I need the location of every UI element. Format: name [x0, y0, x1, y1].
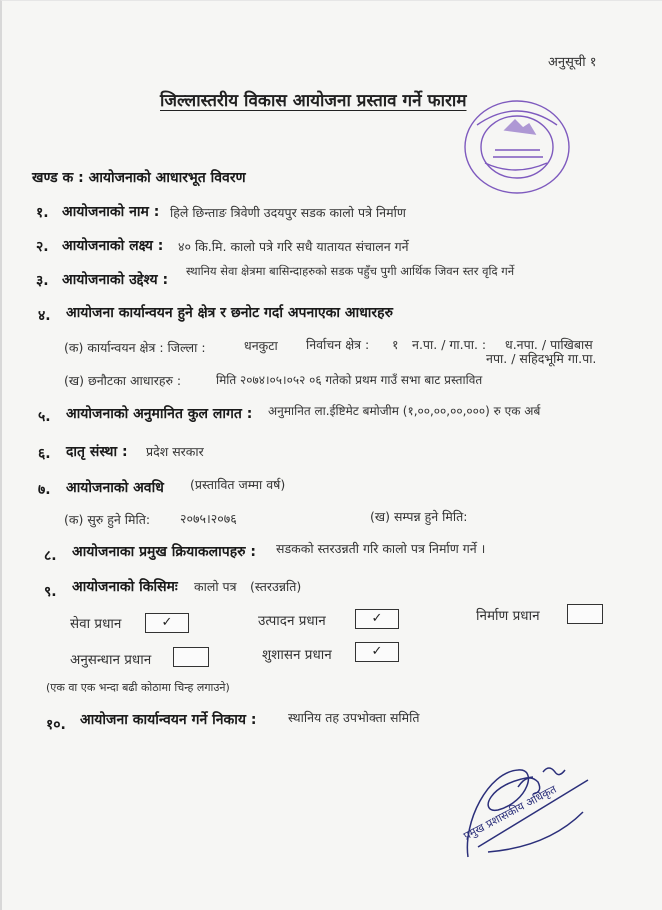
- item-8-number: ८.: [44, 548, 57, 564]
- item-1-number: १.: [36, 205, 49, 221]
- item-10-number: १०.: [46, 717, 66, 733]
- start-date-label: (क) सुरु हुने मिति:: [64, 512, 151, 527]
- item-5-value: अनुमानित ला.ईष्टिमेट बमोजीम (१,००,००,००,०००) रु एक अर्ब: [268, 404, 541, 418]
- item-10-label: आयोजना कार्यान्वयन गर्ने निकाय :: [80, 712, 257, 728]
- signature-title: प्रमुख प्रशासकीय अधिकृत: [461, 782, 559, 843]
- item-6-number: ६.: [38, 446, 51, 462]
- item-2-label: आयोजनाको लक्ष्य :: [62, 238, 164, 254]
- signature: [458, 752, 608, 862]
- item-7-number: ७.: [38, 482, 51, 498]
- item-4-kha-value: मिति २०७४।०५।०५२ ०६ गतेको प्रथम गाउँ सभा बाट प्रस्तावित: [216, 373, 483, 387]
- end-date-label: (ख) सम्पन्न हुने मिति:: [370, 509, 468, 524]
- item-8-value: सडकको स्तरउन्नती गरि कालो पत्र निर्माण गर्ने ।: [276, 541, 486, 556]
- option-service-checkbox[interactable]: ✓: [145, 613, 189, 633]
- checkbox-instruction: (एक वा एक भन्दा बढी कोठामा चिन्ह लगाउने): [46, 681, 230, 694]
- item-9-label: आयोजनाको किसिमः: [72, 579, 178, 595]
- option-service-label: सेवा प्रधान: [70, 616, 122, 632]
- item-2-number: २.: [36, 239, 49, 255]
- item-5-number: ५.: [38, 409, 51, 425]
- item-3-value: स्थानिय सेवा क्षेत्रमा बासिन्दाहरुको सडक पहुँच पुगी आर्थिक जिवन स्तर वृदि गर्ने: [186, 264, 515, 278]
- option-construction-checkbox[interactable]: [567, 604, 603, 624]
- item-4-label: आयोजना कार्यान्वयन हुने क्षेत्र र छनोट गर्दा अपनाएका आधारहरु: [66, 305, 393, 321]
- start-date-value: २०७५।२०७६: [180, 511, 237, 526]
- option-research-checkbox[interactable]: [173, 647, 209, 667]
- option-governance-checkbox[interactable]: ✓: [355, 642, 399, 662]
- constituency-label: निर्वाचन क्षेत्र :: [306, 337, 370, 352]
- district-value: धनकुटा: [244, 338, 278, 353]
- item-1-value: हिले छिन्ताङ त्रिवेणी उदयपुर सडक कालो पत्रे निर्माण: [170, 205, 406, 220]
- item-3-number: ३.: [36, 273, 49, 289]
- item-3-label: आयोजनाको उद्देश्य :: [62, 272, 169, 288]
- item-6-value: प्रदेश सरकार: [146, 444, 204, 459]
- section-ka-heading: खण्ड क : आयोजनाको आधारभूत विवरण: [32, 170, 246, 186]
- option-governance-label: शुशासन प्रधान: [262, 647, 332, 663]
- item-5-label: आयोजनाको अनुमानित कुल लागत :: [66, 406, 253, 422]
- option-construction-label: निर्माण प्रधान: [476, 608, 540, 624]
- item-9-value: कालो पत्र: [194, 579, 237, 594]
- item-10-value: स्थानिय तह उपभोक्ता समिति: [288, 710, 420, 725]
- item-4-kha-label: (ख) छनौटका आधारहरु :: [64, 373, 182, 388]
- item-1-label: आयोजनाको नाम :: [62, 204, 160, 220]
- item-7-label: आयोजनाको अवधि: [66, 480, 164, 496]
- item-9-number: ९.: [44, 584, 57, 600]
- official-stamp: [455, 95, 575, 200]
- item-2-value: ४० कि.मि. कालो पत्रे गरि सधै यातायत संचालन गर्ने: [178, 239, 409, 254]
- municipality-value-line2: नपा. / सहिदभूमि गा.पा.: [486, 351, 597, 366]
- option-research-label: अनुसन्धान प्रधान: [70, 652, 152, 668]
- item-4-ka-label: (क) कार्यान्वयन क्षेत्र : जिल्ला :: [64, 340, 206, 355]
- municipality-value-line1: ध.नपा. / पाखिबास: [505, 337, 593, 352]
- schedule-label: अनुसूची १: [548, 55, 597, 70]
- item-9-note: (स्तरउन्नति): [250, 579, 302, 594]
- form-title: जिल्लास्तरीय विकास आयोजना प्रस्ताव गर्ने फाराम: [160, 91, 467, 111]
- municipality-label: न.पा. / गा.पा. :: [412, 337, 487, 352]
- item-4-number: ४.: [38, 308, 51, 324]
- item-6-label: दातृ संस्था :: [66, 444, 128, 460]
- constituency-value: १: [392, 337, 399, 352]
- option-production-checkbox[interactable]: ✓: [355, 609, 399, 629]
- item-7-note: (प्रस्तावित जम्मा वर्ष): [190, 477, 286, 492]
- option-production-label: उत्पादन प्रधान: [258, 613, 326, 629]
- item-8-label: आयोजनाका प्रमुख क्रियाकलापहरु :: [72, 544, 256, 560]
